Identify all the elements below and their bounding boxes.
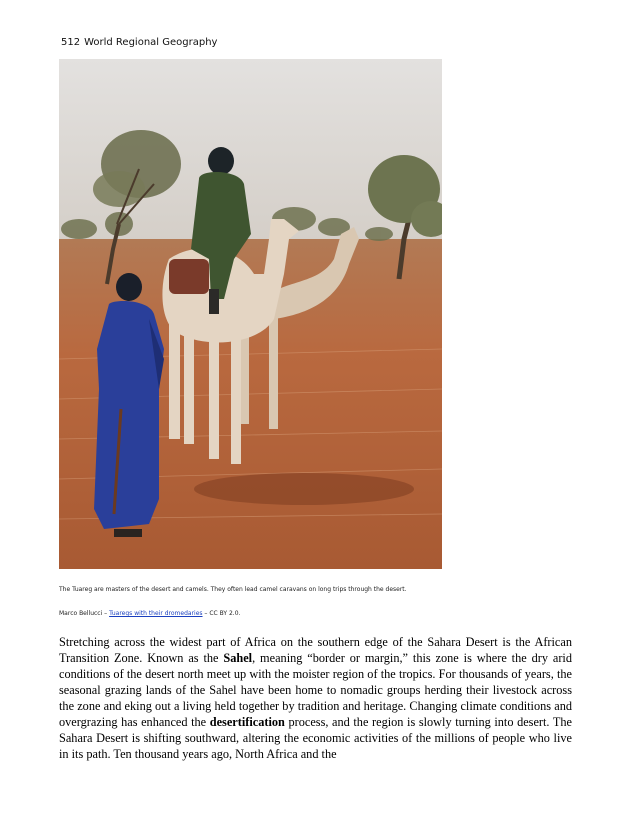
saddle <box>169 259 209 294</box>
term-desertification: desertification <box>209 715 285 729</box>
body-text-2: , meaning “border or margin,” this zone is where the dry arid conditions of the desert north meet up with the moister region of the tropics. For thousands of years, the seasonal grazing lands of the Sahel have been home to nomadic groups herding their livestock across the zone and eking out a living held together by tradition and heritage. Changing climate conditions and overgrazing has enhanced the <box>59 651 572 729</box>
running-header <box>61 37 217 48</box>
book-title: World Regional Geography <box>84 37 218 48</box>
figure-credit <box>59 610 499 617</box>
credit-author: Marco Bellucci – <box>59 610 110 617</box>
term-sahel: Sahel <box>223 651 253 665</box>
credit-link[interactable]: Tuaregs with their dromedaries <box>109 610 203 617</box>
credit-license: – CC BY 2.0. <box>202 610 241 617</box>
body-paragraph <box>59 634 572 762</box>
figure-photo-tuareg-camels <box>59 59 442 569</box>
figure-caption: The Tuareg are masters of the desert and camels. They often lead camel caravans on long trips through the desert. <box>59 586 407 593</box>
body-text-1: Stretching across the widest part of Africa on the southern edge of the Sahara Desert is the African Transition Zone. Known as the <box>59 635 572 665</box>
body-text-3: process, and the region is slowly turning into desert. The Sahara Desert is shifting southward, altering the economic activities of the millions of people who live in its path. Ten thousand years ago, North Africa and the <box>59 715 573 761</box>
page-number: 512 <box>61 37 81 48</box>
camel-shadow <box>194 473 414 505</box>
